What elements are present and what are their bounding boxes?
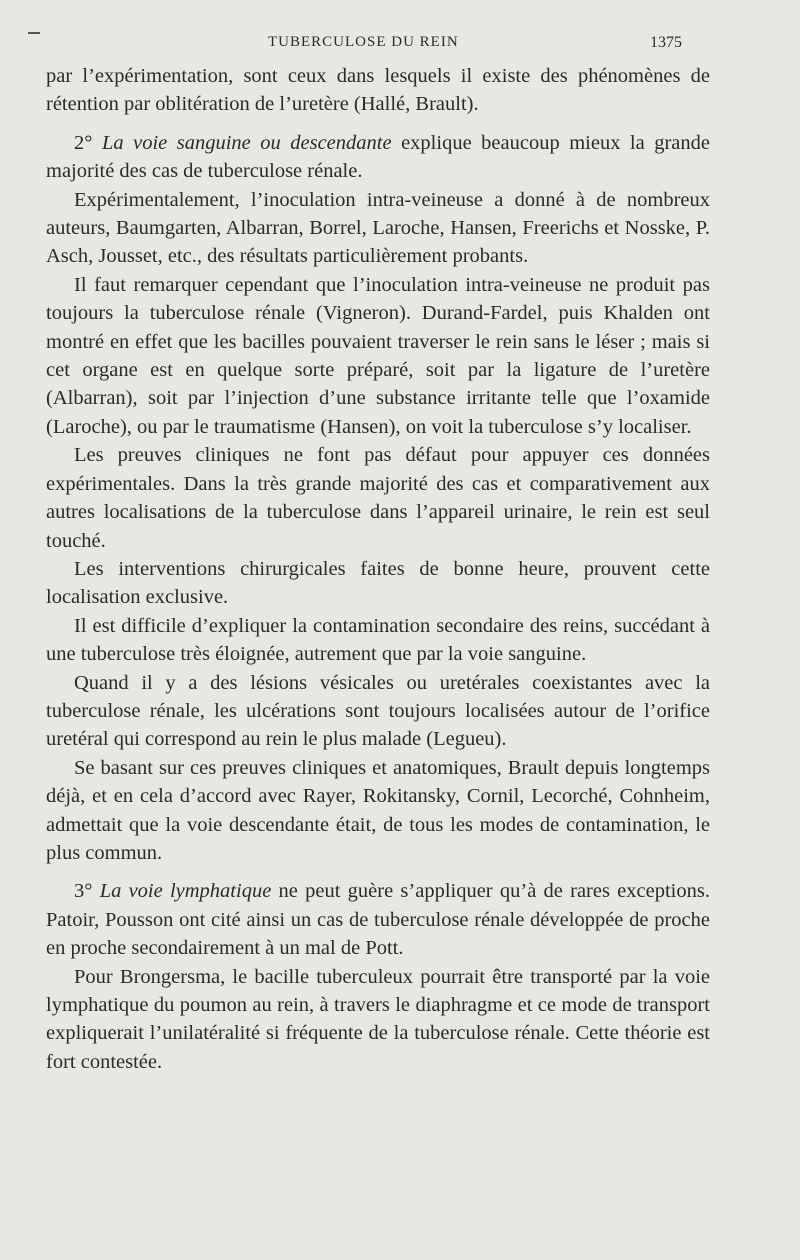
section-heading-voie-sanguine: La voie sanguine ou descendante	[101, 131, 392, 154]
section-heading-voie-lymphatique: La voie lymphatique	[99, 880, 272, 903]
page-header	[0, 28, 800, 58]
paragraph-11: Pour Brongersma, le bacille tuberculeux pourrait être transporté par la voie lymphatique du poumon au rein, à travers le diaphragme et ce mode de transport expliquerait l’unilatéralité si fréquente de la tuberculose rénale. Cette théorie est fort contestée.	[46, 965, 710, 1073]
margin-mark	[28, 32, 40, 34]
paragraph-5: Les preuves cliniques ne font pas défaut pour appuyer ces données expérimentales. Dans la très grande majorité des cas et comparativement aux autres localisations de la tuberculose dans l’appareil urinaire, le rein est seul touché.	[46, 444, 710, 552]
paragraph-3: Expérimentalement, l’inoculation intra-veineuse a donné à de nombreux auteurs, Baumgarten, Albarran, Borrel, Laroche, Hansen, Freerichs et Nosske, P. Asch, Jousset, etc., des résultats particulièrement probants.	[46, 188, 710, 268]
paragraph-2-voie-sanguine: 2° La voie sanguine ou descendante explique beaucoup mieux la grande majorité des cas de tuberculose rénale.	[46, 131, 710, 183]
running-title: TUBERCULOSE DU REIN	[268, 34, 459, 50]
paragraph-7: Il est difficile d’expliquer la contamination secondaire des reins, succédant à une tuberculose très éloignée, autrement que par la voie sanguine.	[46, 614, 710, 666]
paragraph-1: par l’expérimentation, sont ceux dans lesquels il existe des phénomènes de rétention par oblitération de l’uretère (Hallé, Brault).	[46, 65, 710, 116]
paragraph-8: Quand il y a des lésions vésicales ou uretérales coexistantes avec la tuberculose rénale, les ulcérations sont toujours localisées autour de l’orifice uretéral qui correspond au rein le plus malade (Legueu).	[46, 671, 710, 751]
page-number: 1375	[650, 34, 682, 51]
paragraph-9: Se basant sur ces preuves cliniques et anatomiques, Brault depuis longtemps déjà, et en cela d’accord avec Rayer, Rokitansky, Cornil, Lecorché, Cohnheim, admettait que la voie descendante était, de tous les modes de contamination, le plus commun.	[46, 756, 710, 864]
paragraph-10-voie-lymphatique: 3° La voie lymphatique ne peut guère s’appliquer qu’à de rares exceptions. Patoir, Pousson ont cité ainsi un cas de tuberculose rénale développée de proche en proche secondairement à un mal de Pott.	[46, 880, 710, 960]
body-text	[46, 62, 710, 1076]
paragraph-6: Les interventions chirurgicales faites de bonne heure, prouvent cette localisation exclusive.	[46, 557, 710, 609]
paragraph-4: Il faut remarquer cependant que l’inoculation intra-veineuse ne produit pas toujours la tuberculose rénale (Vigneron). Durand-Fardel, puis Khalden ont montré en effet que les bacilles pouvaient traverser le rein sans le léser ; mais si cet organe est en quelque sorte préparé, soit par la ligature de l’uretère (Albarran), soit par l’injection d’une substance irritante telle que l’oxamide (Laroche), ou par le traumatisme (Hansen), on voit la tuberculose s’y localiser.	[46, 273, 710, 438]
